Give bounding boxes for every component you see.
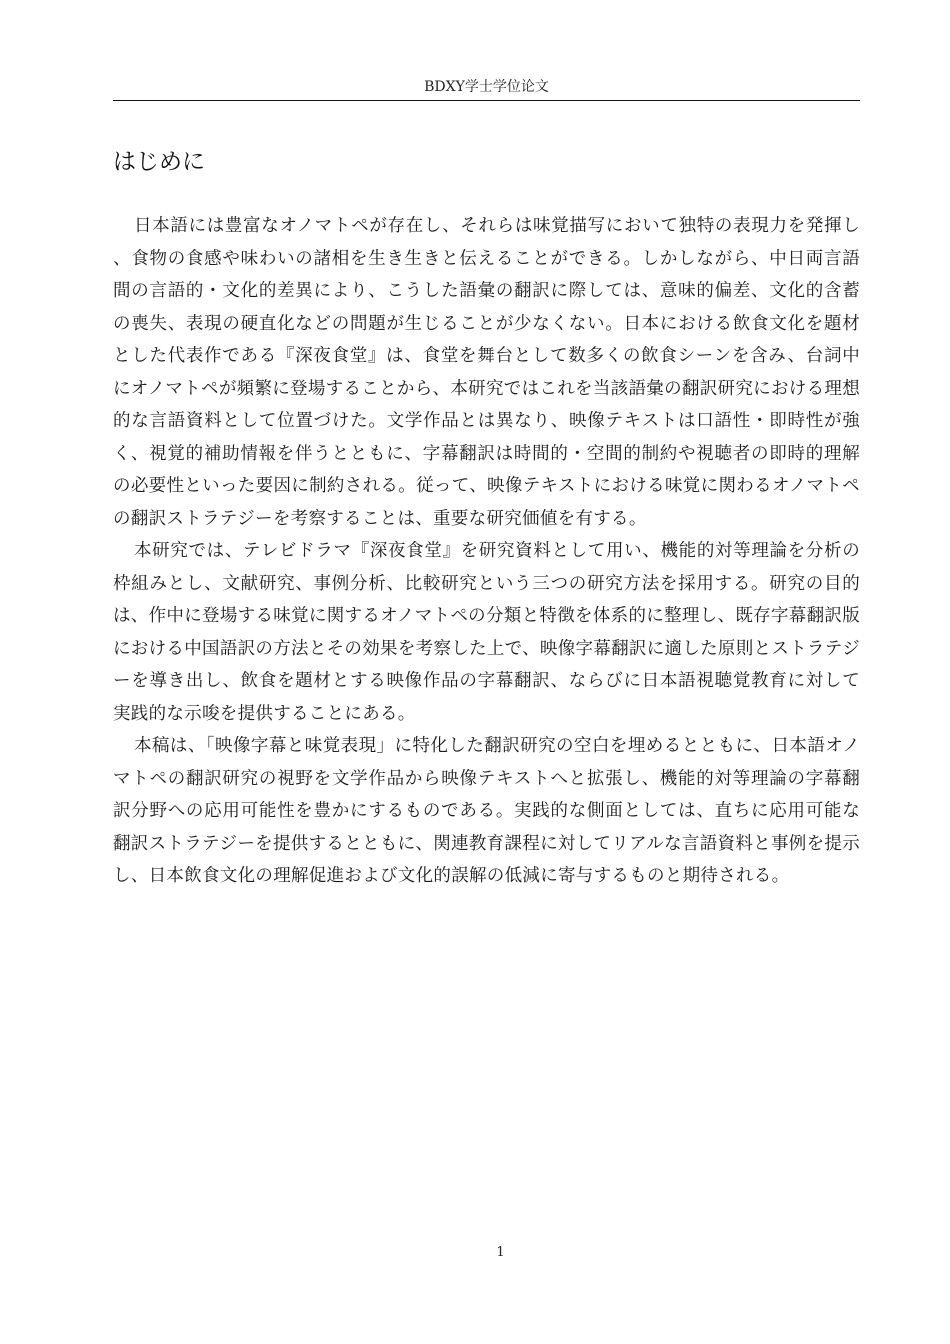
section-heading: はじめに xyxy=(113,149,205,175)
body-text xyxy=(113,210,860,893)
header-rule xyxy=(113,100,860,101)
paragraph-1: 日本語には豊富なオノマトペが存在し、それらは味覚描写において独特の表現力を発揮し、食物の食感や味わいの諸相を生き生きと伝えることができる。しかしながら、中日両言語間の言語的・文化的差異により、こうした語彙の翻訳に際しては、意味的偏差、文化的含蓄の喪失、表現の硬直化などの問題が生じることが少なくない。日本における飲食文化を題材とした代表作である『深夜食堂』は、食堂を舞台として数多くの飲食シーンを含み、台詞中にオノマトペが頻繁に登場することから、本研究ではこれを当該語彙の翻訳研究における理想的な言語資料として位置づけた。文学作品とは異なり、映像テキストは口語性・即時性が強く、視覚的補助情報を伴うとともに、字幕翻訳は時間的・空間的制約や視聴者の即時的理解の必要性といった要因に制約される。従って、映像テキストにおける味覚に関わるオノマトペの翻訳ストラテジーを考察することは、重要な研究価値を有する。 xyxy=(113,216,860,529)
running-header: BDXY学士学位论文 xyxy=(424,79,549,95)
page-number: 1 xyxy=(496,1245,505,1260)
paragraph-3: 本稿は、「映像字幕と味覚表現」に特化した翻訳研究の空白を埋めるとともに、日本語オノマトペの翻訳研究の視野を文学作品から映像テキストへと拡張し、機能的対等理論の字幕翻訳分野への応用可能性を豊かにするものである。実践的な側面としては、直ちに応用可能な翻訳ストラテジーを提供するとともに、関連教育課程に対してリアルな言語資料と事例を提示し、日本飲食文化の理解促進および文化的誤解の低減に寄与するものと期待される。 xyxy=(113,736,860,886)
paragraph-2: 本研究では、テレビドラマ『深夜食堂』を研究資料として用い、機能的対等理論を分析の枠組みとし、文献研究、事例分析、比較研究という三つの研究方法を採用する。研究の目的は、作中に登場する味覚に関するオノマトペの分類と特徴を体系的に整理し、既存字幕翻訳版における中国語訳の方法とその効果を考察した上で、映像字幕翻訳に適した原則とストラテジーを導き出し、飲食を題材とする映像作品の字幕翻訳、ならびに日本語視聴覚教育に対して実践的な示唆を提供することにある。 xyxy=(113,541,860,724)
